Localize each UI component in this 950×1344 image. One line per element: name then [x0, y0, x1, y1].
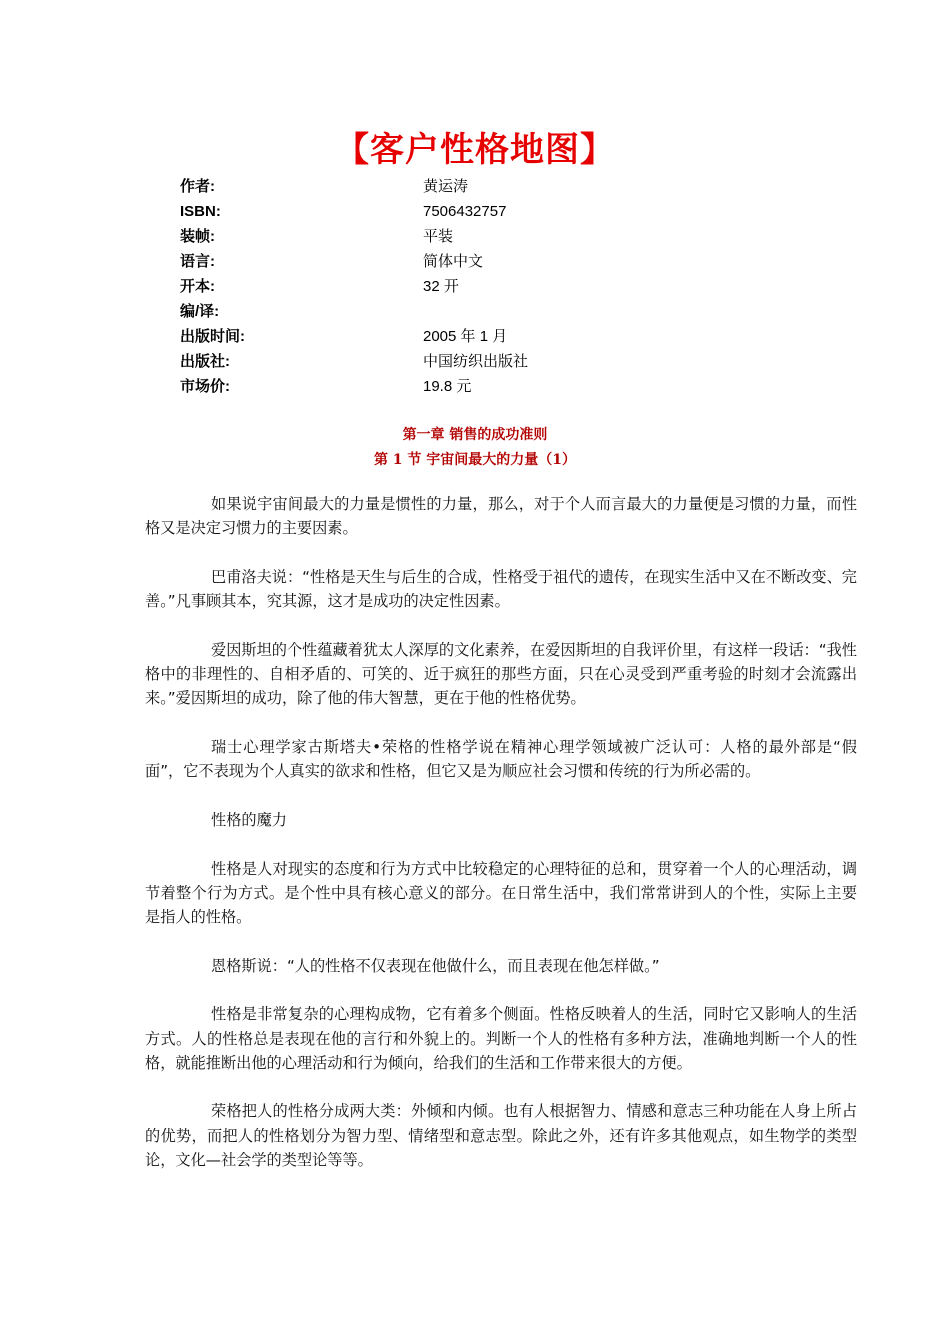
paragraph: 爱因斯坦的个性蕴藏着犹太人深厚的文化素养，在爱因斯坦的自我评价里，有这样一段话：“我性格中的非理性的、自相矛盾的、可笑的、近于疯狂的那些方面，只在心灵受到严重考验的时刻才会流露出来。”爱因斯坦的成功，除了他的伟大智慧，更在于他的性格优势。 [145, 640, 857, 708]
meta-label: 编/译: [180, 303, 220, 320]
article-body [145, 492, 857, 1197]
section-heading: 第 1 节 宇宙间最大的力量（1） [373, 452, 577, 468]
meta-value: 中国纺织出版社 [423, 353, 529, 370]
meta-label: 市场价: [180, 378, 230, 395]
meta-value: 黄运涛 [423, 178, 469, 195]
meta-value: 2005 年 1 月 [423, 328, 508, 345]
paragraph: 巴甫洛夫说：“性格是天生与后生的合成，性格受于祖代的遗传，在现实生活中又在不断改变、完善。”凡事顾其本，究其源，这才是成功的决定性因素。 [145, 567, 857, 611]
meta-value: 32 开 [423, 278, 459, 295]
paragraph: 如果说宇宙间最大的力量是惯性的力量，那么，对于个人而言最大的力量便是习惯的力量，而性格又是决定习惯力的主要因素。 [145, 495, 857, 538]
meta-value: 7506432757 [423, 203, 507, 220]
meta-label: ISBN: [180, 203, 221, 220]
meta-label: 出版时间: [180, 328, 245, 345]
meta-label: 开本: [180, 278, 215, 295]
meta-label: 出版社: [180, 353, 230, 370]
paragraph: 荣格把人的性格分成两大类：外倾和内倾。也有人根据智力、情感和意志三种功能在人身上所占的优势，而把人的性格划分为智力型、情绪型和意志型。除此之外，还有许多其他观点，如生物学的类型论，文化—社会学的类型论等等。 [145, 1102, 857, 1169]
paragraph: 瑞士心理学家古斯塔夫•荣格的性格学说在精神心理学领域被广泛认可：人格的最外部是“假面”，它不表现为个人真实的欲求和性格，但它又是为顺应社会习惯和传统的行为所必需的。 [145, 737, 857, 781]
meta-value: 简体中文 [423, 253, 484, 270]
paragraph: 性格是非常复杂的心理构成物，它有着多个侧面。性格反映着人的生活，同时它又影响人的生活方式。人的性格总是表现在他的言行和外貌上的。判断一个人的性格有多种方法，准确地判断一个人的性格，就能推断出他的心理活动和行为倾向，给我们的生活和工作带来很大的方便。 [145, 1005, 857, 1072]
book-title: 【客户性格地图】 [335, 130, 615, 170]
paragraph: 性格是人对现实的态度和行为方式中比较稳定的心理特征的总和，贯穿着一个人的心理活动，调节着整个行为方式。是个性中具有核心意义的部分。在日常生活中，我们常常讲到人的个性，实际上主要是指人的性格。 [145, 859, 857, 926]
meta-label: 装帧: [180, 228, 215, 245]
meta-label: 语言: [180, 253, 215, 270]
subheading: 性格的魔力 [211, 810, 287, 829]
meta-value: 平装 [423, 228, 454, 245]
meta-value: 19.8 元 [423, 378, 472, 395]
meta-label: 作者: [180, 178, 215, 195]
paragraph: 恩格斯说：“人的性格不仅表现在他做什么，而且表现在他怎样做。” [211, 956, 660, 975]
chapter-heading: 第一章 销售的成功准则 [402, 427, 548, 443]
